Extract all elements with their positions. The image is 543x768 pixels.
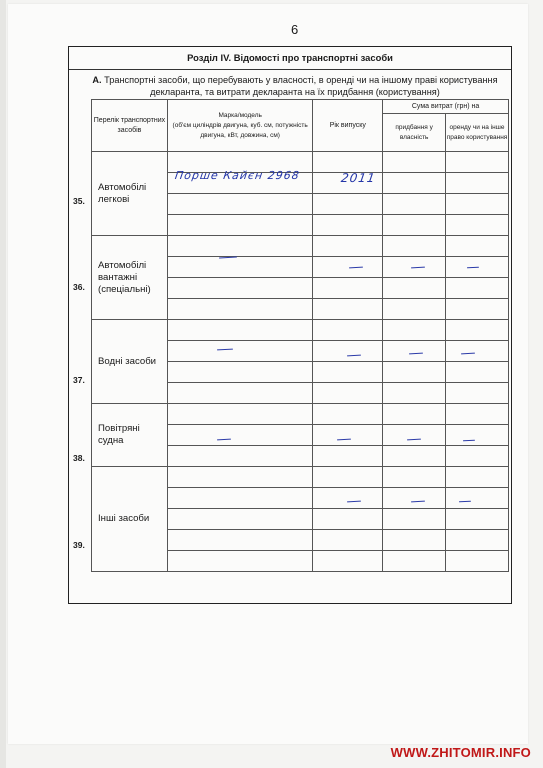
row-number: 37. <box>73 375 85 385</box>
document-page <box>8 4 528 744</box>
subsection-letter: А. <box>92 75 102 85</box>
section-title: Розділ IV. Відомості про транспортні засоби <box>69 47 511 70</box>
category-cell: Автомобілі вантажні (спеціальні) <box>92 236 168 320</box>
category-cell: Автомобілі легкові <box>92 152 168 236</box>
site-watermark: WWW.ZHITOMIR.INFO <box>390 745 531 760</box>
header-vehicle-list: Перелік транспортних засобів <box>92 100 168 152</box>
handwritten-model: Порше Кайєн 2968 <box>174 169 301 182</box>
header-purchase: придбання у власність <box>383 114 446 152</box>
page-binding-edge <box>0 0 6 768</box>
category-cell: Інші засоби <box>92 467 168 572</box>
header-make-model <box>167 100 312 152</box>
header-make-model-sub: (об'єм циліндрів двигуна, куб. см, потужність двигуна, кВт, довжина, см) <box>172 121 308 139</box>
category-cell: Повітряні судна <box>92 404 168 467</box>
category-cell: Водні засоби <box>92 320 168 404</box>
row-number: 35. <box>73 196 85 206</box>
header-rent: оренду чи на інше право користування <box>446 114 509 152</box>
subsection-heading <box>69 70 511 100</box>
header-year: Рік випуску <box>313 100 383 152</box>
page-number: 6 <box>291 22 299 37</box>
header-expenses-group: Сума витрат (грн) на <box>383 100 509 114</box>
subsection-text: Транспортні засоби, що перебувають у власності, в оренді чи на іншому праві користування декларанта, та витрати декларанта на їх придбання (користування) <box>104 75 498 97</box>
row-number: 36. <box>73 282 85 292</box>
handwritten-year: 2011 <box>340 171 377 185</box>
section-frame <box>68 46 512 604</box>
row-number: 38. <box>73 453 85 463</box>
header-make-model-title: Марка/модель <box>218 111 262 119</box>
row-number: 39. <box>73 540 85 550</box>
